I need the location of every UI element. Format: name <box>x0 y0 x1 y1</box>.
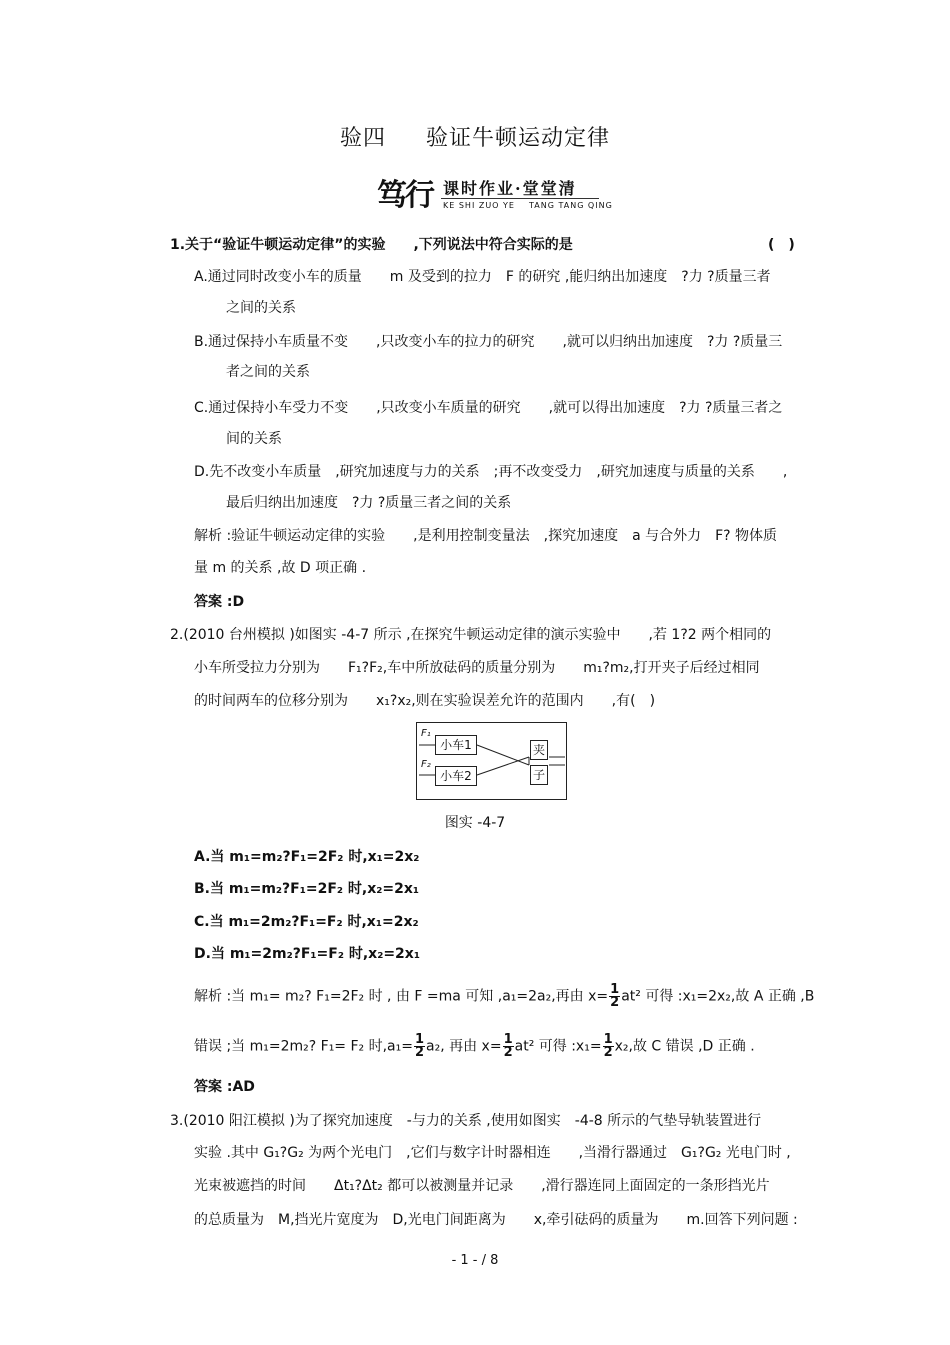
q1-answer-paren: ( ) <box>768 237 795 253</box>
figure-4-7-diagram <box>416 722 567 800</box>
clip-top: 夹 <box>530 740 548 760</box>
q1-option-d-line1: D.先不改变小车质量 ,研究加速度与力的关系 ;再不改变受力 ,研究加速度与质量的关系 , <box>194 464 788 480</box>
title-part1: 验四 <box>339 126 386 151</box>
q1-option-b-line2: 者之间的关系 <box>226 364 310 380</box>
fraction-half: $\frac{1}{2}$ <box>610 982 620 1010</box>
banner-pinyin-2: TANG TANG QING <box>529 201 613 210</box>
cart-1: 小车1 <box>435 735 477 755</box>
q2-analysis-2d: x₂,故 C 错误 ,D 正确 . <box>614 1038 755 1055</box>
q1-analysis-line2: 量 m 的关系 ,故 D 项正确 . <box>194 560 367 576</box>
q1-answer: 答案 :D <box>194 594 245 610</box>
q2-analysis-1a: 解析 :当 m₁= m₂? F₁=2F₂ 时 , 由 F =ma 可知 ,a₁=2a₂,再由 x= <box>194 988 609 1005</box>
q2-stem-line1: 2.(2010 台州模拟 )如图实 -4-7 所示 ,在探究牛顿运动定律的演示实验中 ,若 1?2 两个相同的 <box>170 627 772 643</box>
fraction-half: $\frac{1}{2}$ <box>603 1032 613 1060</box>
q3-stem-line1: 3.(2010 阳江模拟 )为了探究加速度 -与力的关系 ,使用如图实 -4-8 所示的气垫导轨装置进行 <box>170 1113 762 1129</box>
q1-option-a-line2: 之间的关系 <box>226 300 296 316</box>
q2-option-d: D.当 m₁=2m₂?F₁=F₂ 时,x₂=2x₁ <box>194 946 420 962</box>
banner-rule <box>441 198 599 199</box>
q1-stem: 1.关于“验证牛顿运动定律”的实验 ,下列说法中符合实际的是 <box>170 237 573 253</box>
q2-analysis-line1 <box>194 984 814 1009</box>
q3-stem-line2: 实验 .其中 G₁?G₂ 为两个光电门 ,它们与数字计时器相连 ,当滑行器通过 G₁?G₂ 光电门时 , <box>194 1145 791 1161</box>
figure-caption: 图实 -4-7 <box>444 815 506 831</box>
q2-analysis-2b: a₂, 再由 x= <box>426 1038 502 1055</box>
q1-option-c-line2: 间的关系 <box>226 431 282 447</box>
fraction-half: $\frac{1}{2}$ <box>503 1032 513 1060</box>
q1-option-a-line1: A.通过同时改变小车的质量 m 及受到的拉力 F 的研究 ,能归纳出加速度 ?力 ?质量三者 <box>194 269 771 285</box>
banner-heading: 课时作业·堂堂清 <box>443 179 577 198</box>
q1-option-b-line1: B.通过保持小车质量不变 ,只改变小车的拉力的研究 ,就可以归纳出加速度 ?力 ?质量三 <box>194 334 783 350</box>
banner-logo-text: 笃行 <box>377 178 433 213</box>
q2-answer: 答案 :AD <box>194 1079 255 1095</box>
clip-bottom: 子 <box>530 765 548 785</box>
force-label-1: F₁ <box>421 728 431 739</box>
fraction-half: $\frac{1}{2}$ <box>414 1032 425 1060</box>
q2-stem-line2: 小车所受拉力分别为 F₁?F₂,车中所放砝码的质量分别为 m₁?m₂,打开夹子后经过相同 <box>194 660 760 676</box>
cart-2: 小车2 <box>435 766 477 786</box>
q2-analysis-2a: 错误 ;当 m₁=2m₂? F₁= F₂ 时,a₁= <box>194 1038 413 1055</box>
q2-option-c: C.当 m₁=2m₂?F₁=F₂ 时,x₁=2x₂ <box>194 914 419 930</box>
q1-analysis-line1: 解析 :验证牛顿运动定律的实验 ,是利用控制变量法 ,探究加速度 a 与合外力 F? 物体质 <box>194 528 778 544</box>
q1-option-c-line1: C.通过保持小车受力不变 ,只改变小车质量的研究 ,就可以得出加速度 ?力 ?质量三者之 <box>194 400 783 416</box>
q1-option-d-line2: 最后归纳出加速度 ?力 ?质量三者之间的关系 <box>226 495 512 511</box>
q2-stem-line3: 的时间两车的位移分别为 x₁?x₂,则在实验误差允许的范围内 ,有( ) <box>194 693 656 709</box>
page-number: - 1 - / 8 <box>451 1253 499 1268</box>
q3-stem-line4: 的总质量为 M,挡光片宽度为 D,光电门间距离为 x,牵引砝码的质量为 m.回答下列问题 : <box>194 1212 798 1228</box>
title-part2: 验证牛顿运动定律 <box>426 126 611 151</box>
q2-analysis-1b: at² 可得 :x₁=2x₂,故 A 正确 ,B <box>621 988 815 1005</box>
page-title <box>0 121 950 152</box>
q3-stem-line3: 光束被遮挡的时间 Δt₁?Δt₂ 都可以被测量并记录 ,滑行器连同上面固定的一条形挡光片 <box>194 1178 770 1194</box>
q2-option-b: B.当 m₁=m₂?F₁=2F₂ 时,x₂=2x₁ <box>194 881 420 897</box>
banner-pinyin-1: KE SHI ZUO YE <box>443 201 515 210</box>
q2-option-a: A.当 m₁=m₂?F₁=2F₂ 时,x₁=2x₂ <box>194 849 420 865</box>
force-label-2: F₂ <box>421 759 431 770</box>
q2-analysis-2c: at² 可得 :x₁= <box>514 1038 602 1055</box>
q2-analysis-line2 <box>194 1034 755 1059</box>
section-banner <box>377 176 613 216</box>
